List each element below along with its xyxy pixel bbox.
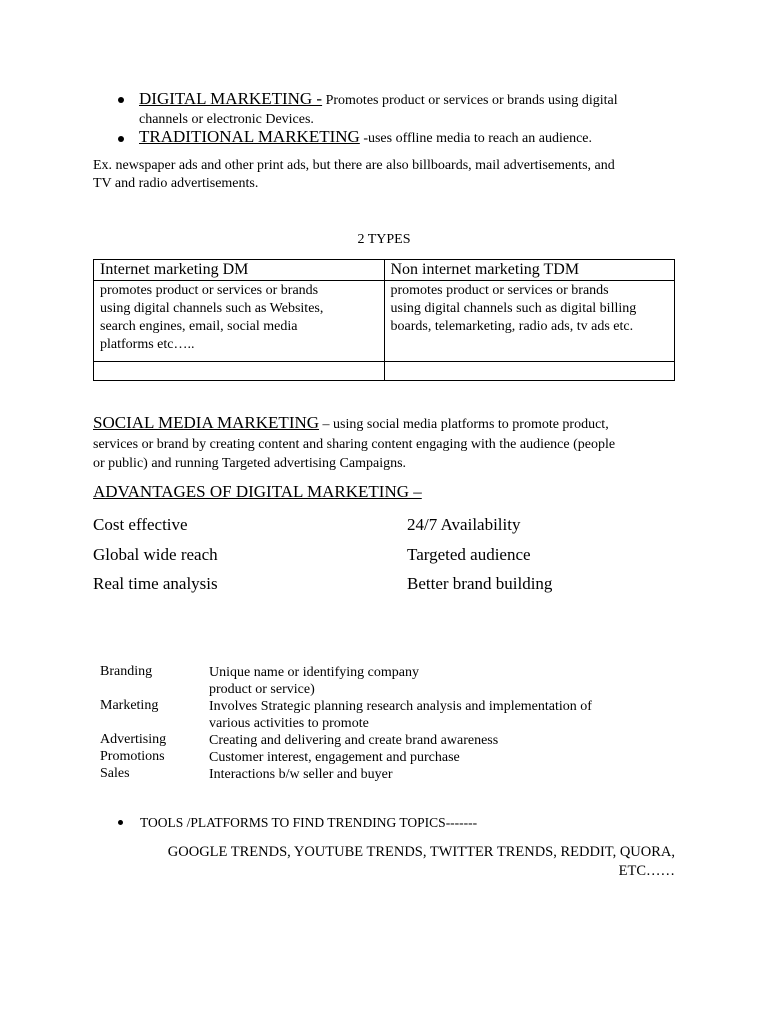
advantages-heading: ADVANTAGES OF DIGITAL MARKETING – — [93, 482, 422, 501]
cell-line: platforms etc….. — [100, 337, 195, 352]
types-table — [93, 259, 675, 381]
advantage-left-2: Global wide reach — [93, 545, 218, 564]
tools-line-2: ETC…… — [618, 863, 675, 879]
definition-text-promotions — [209, 749, 679, 766]
cell-line: promotes product or services or brands — [100, 283, 319, 298]
table-row — [94, 281, 675, 362]
example-paragraph — [93, 157, 683, 193]
smm-paragraph — [93, 413, 683, 474]
definition-term-advertising: Advertising — [100, 732, 167, 747]
bullet-digital-marketing — [139, 89, 679, 129]
definition-term-sales: Sales — [100, 766, 130, 781]
bullet-dot — [118, 136, 124, 142]
definition-line: Unique name or identifying company — [209, 665, 419, 680]
table-empty-row — [94, 362, 675, 381]
cell-line: boards, telemarketing, radio ads, tv ads etc. — [390, 319, 634, 334]
tools-list — [93, 843, 675, 881]
table-header-row — [94, 260, 675, 281]
advantage-right-2: Targeted audience — [407, 545, 531, 564]
advantage-right-1: 24/7 Availability — [407, 515, 521, 534]
bullet-dot — [118, 820, 123, 825]
bullet-traditional-marketing — [139, 127, 679, 147]
table-cell-dm — [94, 281, 385, 362]
cell-line: using digital channels such as digital billing — [390, 301, 637, 316]
traditional-marketing-term: TRADITIONAL MARKETING — [139, 127, 360, 146]
advantage-left-3: Real time analysis — [93, 574, 218, 593]
definition-line: Interactions b/w seller and buyer — [209, 767, 393, 782]
advantage-left-1: Cost effective — [93, 515, 188, 534]
definition-line: Involves Strategic planning research analysis and implementation of — [209, 699, 592, 714]
definition-text-marketing — [209, 698, 679, 732]
table-empty-cell — [94, 362, 385, 381]
cell-line: search engines, email, social media — [100, 319, 298, 334]
bullet-dot — [118, 97, 124, 103]
smm-line-2: services or brand by creating content and sharing content engaging with the audience (people — [93, 436, 616, 452]
definition-text-advertising — [209, 732, 679, 749]
definition-text-branding — [209, 664, 679, 698]
smm-line-3: or public) and running Targeted advertising Campaigns. — [93, 456, 407, 471]
tools-heading: TOOLS /PLATFORMS TO FIND TRENDING TOPICS------- — [140, 815, 478, 830]
definition-term-promotions: Promotions — [100, 749, 165, 764]
definition-line: Customer interest, engagement and purchase — [209, 750, 460, 765]
types-title: 2 TYPES — [357, 232, 411, 247]
table-empty-cell — [384, 362, 675, 381]
table-cell-tdm — [384, 281, 675, 362]
smm-term: SOCIAL MEDIA MARKETING — [93, 413, 320, 432]
smm-line-1: – using social media platforms to promote product, — [319, 417, 609, 432]
definition-line: Creating and delivering and create brand awareness — [209, 733, 499, 748]
cell-line: promotes product or services or brands — [390, 283, 609, 298]
definition-term-marketing: Marketing — [100, 698, 159, 713]
definition-line: product or service) — [209, 682, 315, 697]
tools-line-1: GOOGLE TRENDS, YOUTUBE TRENDS, TWITTER TRENDS, REDDIT, QUORA, — [167, 844, 675, 860]
digital-marketing-text-cont: channels or electronic Devices. — [139, 112, 314, 127]
advantage-right-3: Better brand building — [407, 574, 553, 593]
digital-marketing-text: Promotes product or services or brands using digital — [322, 93, 618, 108]
table-header-dm: Internet marketing DM — [94, 260, 385, 281]
traditional-marketing-text: -uses offline media to reach an audience. — [359, 131, 593, 146]
definition-term-branding: Branding — [100, 664, 153, 679]
example-line-2: TV and radio advertisements. — [93, 176, 259, 191]
digital-marketing-term: DIGITAL MARKETING - — [139, 89, 323, 108]
cell-line: using digital channels such as Websites, — [100, 301, 324, 316]
definition-line: various activities to promote — [209, 716, 369, 731]
definition-text-sales — [209, 766, 679, 783]
example-line-1: Ex. newspaper ads and other print ads, but there are also billboards, mail advertisements, and — [93, 158, 615, 173]
table-header-tdm: Non internet marketing TDM — [384, 260, 675, 281]
